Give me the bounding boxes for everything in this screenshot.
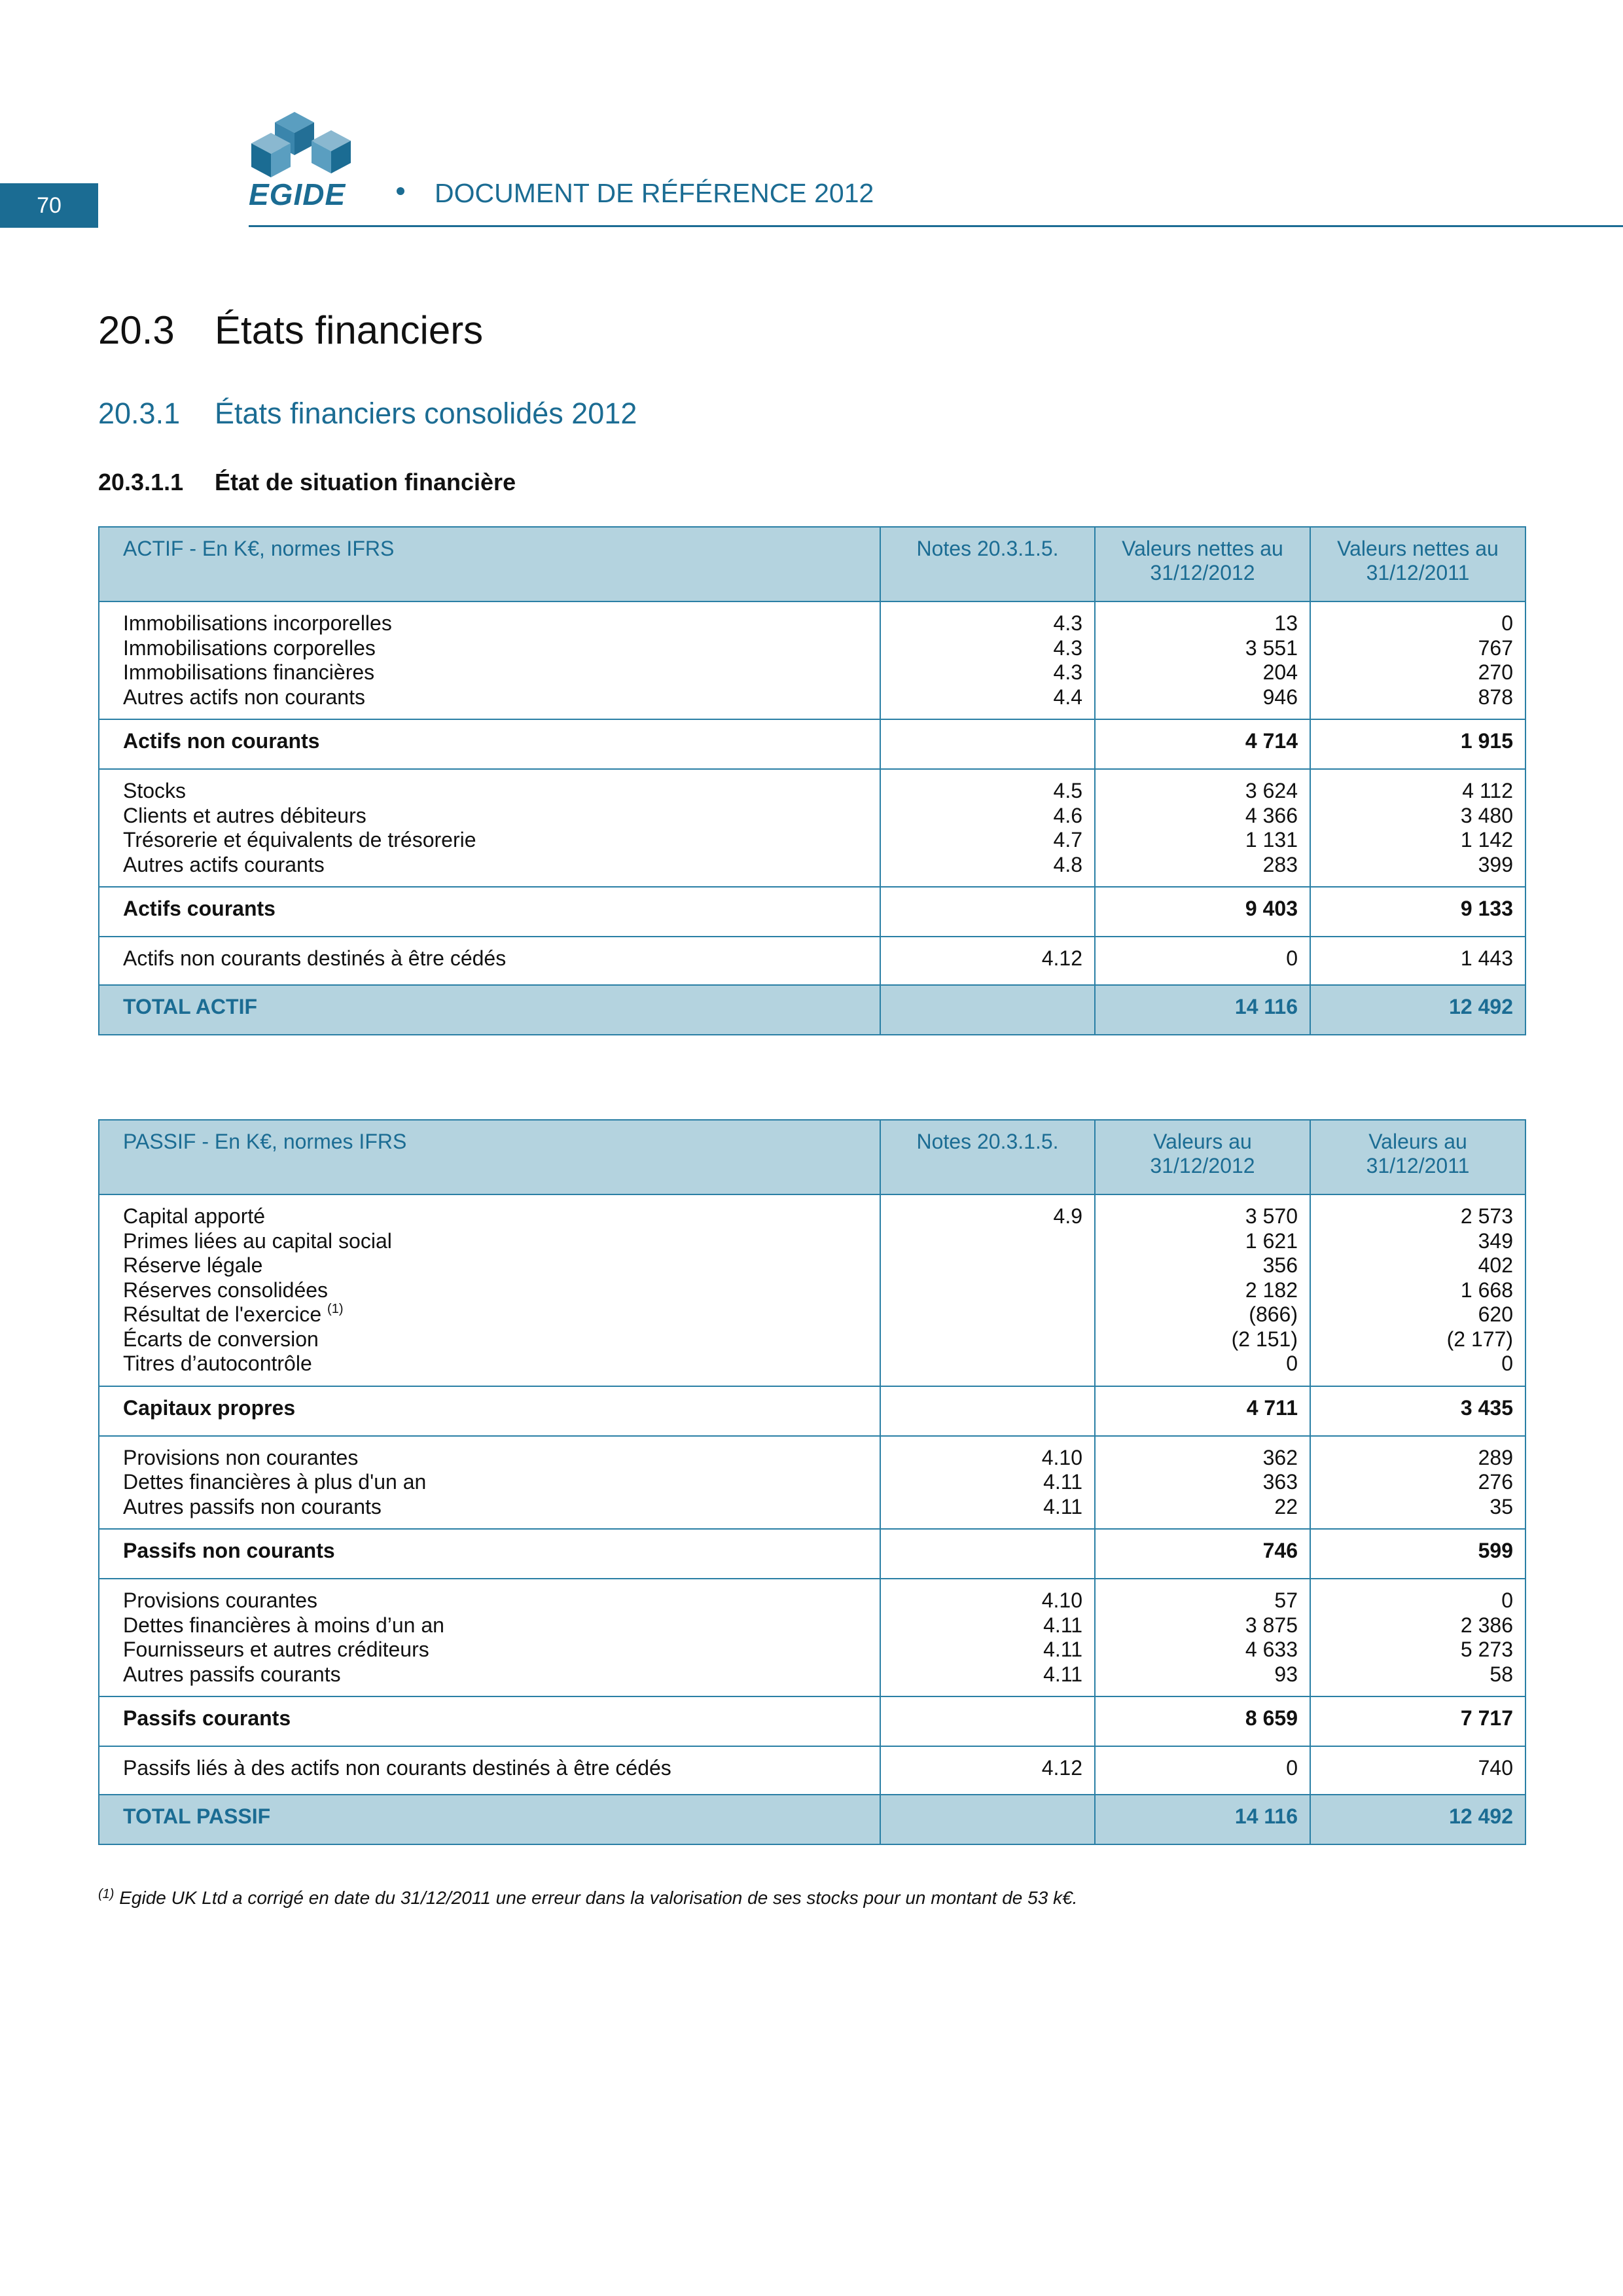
- notes-cell: [880, 1194, 1095, 1386]
- document-title: DOCUMENT DE RÉFÉRENCE 2012: [435, 178, 874, 208]
- subtotal-row: [99, 1529, 1525, 1579]
- note-value: [887, 1352, 1082, 1376]
- column-header: PASSIF - En K€, normes IFRS: [99, 1120, 880, 1194]
- row-label: Réserve légale: [123, 1253, 263, 1277]
- value: 0: [1095, 1746, 1310, 1795]
- subtotal-row: [99, 1696, 1525, 1746]
- value: 349: [1478, 1229, 1513, 1253]
- note-value: [887, 1278, 1082, 1303]
- value-2011-cell: [1310, 1194, 1525, 1386]
- notes-cell: [880, 601, 1095, 719]
- total-row: [99, 1795, 1525, 1844]
- value-2012-cell: [1095, 1436, 1310, 1530]
- value: 4 633: [1245, 1638, 1298, 1661]
- row-label: Autres actifs courants: [123, 852, 325, 876]
- value: 4 366: [1245, 803, 1298, 827]
- table-row: [99, 601, 1525, 719]
- note-value: 4.3: [1053, 611, 1082, 635]
- value: 3 570: [1245, 1204, 1298, 1228]
- value: 0: [1501, 1352, 1513, 1375]
- subsection-number: 20.3.1: [98, 397, 181, 430]
- row-label: Immobilisations financières: [123, 660, 375, 684]
- value-2011-cell: [1310, 1579, 1525, 1696]
- note-value: [887, 1253, 1082, 1278]
- column-header: Valeurs nettes au 31/12/2012: [1095, 527, 1310, 601]
- row-labels: [99, 1579, 880, 1696]
- subsubsection-heading: [98, 469, 516, 496]
- subtotal-2012: 9 403: [1095, 887, 1310, 937]
- value: 289: [1478, 1445, 1513, 1469]
- notes-cell: [880, 985, 1095, 1035]
- note-value: [887, 1302, 1082, 1327]
- row-label-with-footnote: [123, 1302, 868, 1327]
- subtotal-2011: 7 717: [1310, 1696, 1525, 1746]
- column-header: Valeurs nettes au 31/12/2011: [1310, 527, 1525, 601]
- notes-cell: [880, 1529, 1095, 1579]
- table-row: [99, 1579, 1525, 1696]
- total-2012: 14 116: [1095, 985, 1310, 1035]
- row-label: Autres passifs courants: [123, 1662, 341, 1686]
- note-value: 4.11: [1043, 1613, 1082, 1637]
- footnote-marker: (1): [98, 1887, 115, 1901]
- row-label: Clients et autres débiteurs: [123, 803, 366, 827]
- value: 1 142: [1460, 828, 1513, 852]
- subtotal-label: Capitaux propres: [99, 1386, 880, 1436]
- notes-cell: [880, 1795, 1095, 1844]
- value: 2 386: [1460, 1613, 1513, 1637]
- page-number: 70: [0, 183, 98, 228]
- row-label: Dettes financières à plus d'un an: [123, 1470, 427, 1494]
- header-divider: [249, 225, 1623, 227]
- header-bullet: [397, 187, 404, 195]
- value-2011-cell: [1310, 769, 1525, 887]
- note-value: 4.3: [1053, 660, 1082, 684]
- row-label: Trésorerie et équivalents de trésorerie: [123, 828, 476, 852]
- row-label: Passifs liés à des actifs non courants destinés à être cédés: [99, 1746, 880, 1795]
- row-label: Capital apporté: [123, 1204, 266, 1228]
- row-label: Dettes financières à moins d’un an: [123, 1613, 444, 1637]
- subtotal-2011: 9 133: [1310, 887, 1525, 937]
- column-header: Notes 20.3.1.5.: [880, 1120, 1095, 1194]
- value: 2 573: [1460, 1204, 1513, 1228]
- row-label: Réserves consolidées: [123, 1278, 329, 1302]
- notes-cell: [880, 719, 1095, 769]
- notes-cell: [880, 1696, 1095, 1746]
- note-value: 4.10: [1041, 1588, 1082, 1612]
- note-value: 4.3: [1053, 636, 1082, 660]
- note-value: [887, 1327, 1082, 1352]
- value: 22: [1274, 1494, 1298, 1518]
- notes-cell: [880, 887, 1095, 937]
- notes-cell: [880, 769, 1095, 887]
- value: 356: [1262, 1253, 1298, 1277]
- passif-table: [98, 1119, 1526, 1845]
- value: 283: [1262, 852, 1298, 876]
- table-row: [99, 1436, 1525, 1530]
- row-labels: [99, 601, 880, 719]
- value: 402: [1478, 1253, 1513, 1277]
- value: 276: [1478, 1470, 1513, 1494]
- table-header-row: [99, 527, 1525, 601]
- footnote: [98, 1888, 1077, 1909]
- value: (866): [1249, 1302, 1298, 1326]
- value-2012-cell: [1095, 769, 1310, 887]
- value: 0: [1501, 1588, 1513, 1612]
- note-value: 4.6: [1053, 803, 1082, 827]
- row-labels: [99, 1436, 880, 1530]
- row-label: Provisions courantes: [123, 1588, 318, 1612]
- row-label: Autres passifs non courants: [123, 1494, 382, 1518]
- note-value: 4.10: [1041, 1445, 1082, 1469]
- row-label: Fournisseurs et autres créditeurs: [123, 1638, 429, 1661]
- value: 3 624: [1245, 779, 1298, 802]
- subtotal-2012: 746: [1095, 1529, 1310, 1579]
- total-label: TOTAL PASSIF: [99, 1795, 880, 1844]
- value: 362: [1262, 1445, 1298, 1469]
- total-label: TOTAL ACTIF: [99, 985, 880, 1035]
- value: 767: [1478, 636, 1513, 660]
- note-value: 4.9: [1053, 1204, 1082, 1228]
- subtotal-2011: 3 435: [1310, 1386, 1525, 1436]
- value: 363: [1262, 1470, 1298, 1494]
- note-value: 4.11: [1043, 1494, 1082, 1518]
- subtotal-row: [99, 1386, 1525, 1436]
- value-2012-cell: [1095, 1579, 1310, 1696]
- value: 1 621: [1245, 1229, 1298, 1253]
- value: 35: [1489, 1494, 1513, 1518]
- value: 3 480: [1460, 803, 1513, 827]
- subtotal-label: Passifs non courants: [99, 1529, 880, 1579]
- subtotal-2012: 8 659: [1095, 1696, 1310, 1746]
- table-row: [99, 769, 1525, 887]
- value: 3 875: [1245, 1613, 1298, 1637]
- notes-cell: [880, 1579, 1095, 1696]
- row-labels: [99, 769, 880, 887]
- value: (2 151): [1231, 1327, 1298, 1351]
- section-number: 20.3: [98, 308, 175, 352]
- note-value: 4.12: [880, 937, 1095, 985]
- value: 0: [1501, 611, 1513, 635]
- logo-wordmark: EGIDE: [249, 177, 346, 211]
- row-label: Autres actifs non courants: [123, 685, 365, 709]
- footnote-marker: (1): [327, 1302, 344, 1316]
- actif-table: [98, 526, 1526, 1035]
- note-value: 4.8: [1053, 852, 1082, 876]
- row-label: Provisions non courantes: [123, 1445, 359, 1469]
- notes-cell: [880, 1436, 1095, 1530]
- note-value: 4.11: [1043, 1638, 1082, 1661]
- note-value: 4.5: [1053, 779, 1082, 802]
- total-2011: 12 492: [1310, 985, 1525, 1035]
- value-2011-cell: [1310, 1436, 1525, 1530]
- subsection-heading: [98, 397, 637, 431]
- value: 5 273: [1460, 1638, 1513, 1661]
- value: 1 668: [1460, 1278, 1513, 1302]
- subtotal-2012: 4 714: [1095, 719, 1310, 769]
- section-heading: [98, 308, 483, 353]
- value: (2 177): [1446, 1327, 1513, 1351]
- note-value: 4.11: [1043, 1662, 1082, 1686]
- total-2011: 12 492: [1310, 1795, 1525, 1844]
- section-title: États financiers: [215, 308, 484, 352]
- value: 3 551: [1245, 636, 1298, 660]
- value: 0: [1095, 937, 1310, 985]
- total-2012: 14 116: [1095, 1795, 1310, 1844]
- subtotal-row: [99, 887, 1525, 937]
- subsubsection-title: État de situation financière: [215, 469, 516, 495]
- table-header-row: [99, 1120, 1525, 1194]
- value-2012-cell: [1095, 601, 1310, 719]
- subtotal-label: Actifs non courants: [99, 719, 880, 769]
- value: 878: [1478, 685, 1513, 709]
- value: 399: [1478, 852, 1513, 876]
- value: 620: [1478, 1302, 1513, 1326]
- value-2011-cell: [1310, 601, 1525, 719]
- value-2012-cell: [1095, 1194, 1310, 1386]
- subtotal-2012: 4 711: [1095, 1386, 1310, 1436]
- column-header: Valeurs au 31/12/2011: [1310, 1120, 1525, 1194]
- value: 946: [1262, 685, 1298, 709]
- value: 270: [1478, 660, 1513, 684]
- notes-cell: [880, 1386, 1095, 1436]
- subtotal-label: Actifs courants: [99, 887, 880, 937]
- note-value: [887, 1229, 1082, 1254]
- value: 58: [1489, 1662, 1513, 1686]
- footnote-text: Egide UK Ltd a corrigé en date du 31/12/2011 une erreur dans la valorisation de ses stocks pour un montant de 53 k€.: [119, 1888, 1078, 1908]
- value: 57: [1274, 1588, 1298, 1612]
- value: 740: [1310, 1746, 1525, 1795]
- value: 93: [1274, 1662, 1298, 1686]
- value: 1 131: [1245, 828, 1298, 852]
- value: 204: [1262, 660, 1298, 684]
- note-value: 4.7: [1053, 828, 1082, 852]
- note-value: 4.12: [880, 1746, 1095, 1795]
- row-label: Écarts de conversion: [123, 1327, 319, 1351]
- subtotal-2011: 1 915: [1310, 719, 1525, 769]
- value: 2 182: [1245, 1278, 1298, 1302]
- value: 0: [1286, 1352, 1298, 1375]
- subtotal-label: Passifs courants: [99, 1696, 880, 1746]
- note-value: 4.4: [1053, 685, 1082, 709]
- subsection-title: États financiers consolidés 2012: [215, 397, 637, 430]
- value: 1 443: [1310, 937, 1525, 985]
- table-row: [99, 937, 1525, 985]
- total-row: [99, 985, 1525, 1035]
- table-row: [99, 1746, 1525, 1795]
- row-label: Immobilisations corporelles: [123, 636, 376, 660]
- row-label: Résultat de l'exercice: [123, 1302, 322, 1326]
- column-header: ACTIF - En K€, normes IFRS: [99, 527, 880, 601]
- value: 4 112: [1462, 779, 1513, 802]
- column-header: Notes 20.3.1.5.: [880, 527, 1095, 601]
- row-label: Immobilisations incorporelles: [123, 611, 392, 635]
- row-label: Stocks: [123, 779, 187, 802]
- value: 13: [1274, 611, 1298, 635]
- column-header: Valeurs au 31/12/2012: [1095, 1120, 1310, 1194]
- subsubsection-number: 20.3.1.1: [98, 469, 184, 495]
- table-row: [99, 1194, 1525, 1386]
- subtotal-2011: 599: [1310, 1529, 1525, 1579]
- row-label: Primes liées au capital social: [123, 1229, 392, 1253]
- row-labels: [99, 1194, 880, 1386]
- note-value: 4.11: [1043, 1470, 1082, 1494]
- row-label: Actifs non courants destinés à être cédés: [99, 937, 880, 985]
- subtotal-row: [99, 719, 1525, 769]
- row-label: Titres d’autocontrôle: [123, 1352, 312, 1375]
